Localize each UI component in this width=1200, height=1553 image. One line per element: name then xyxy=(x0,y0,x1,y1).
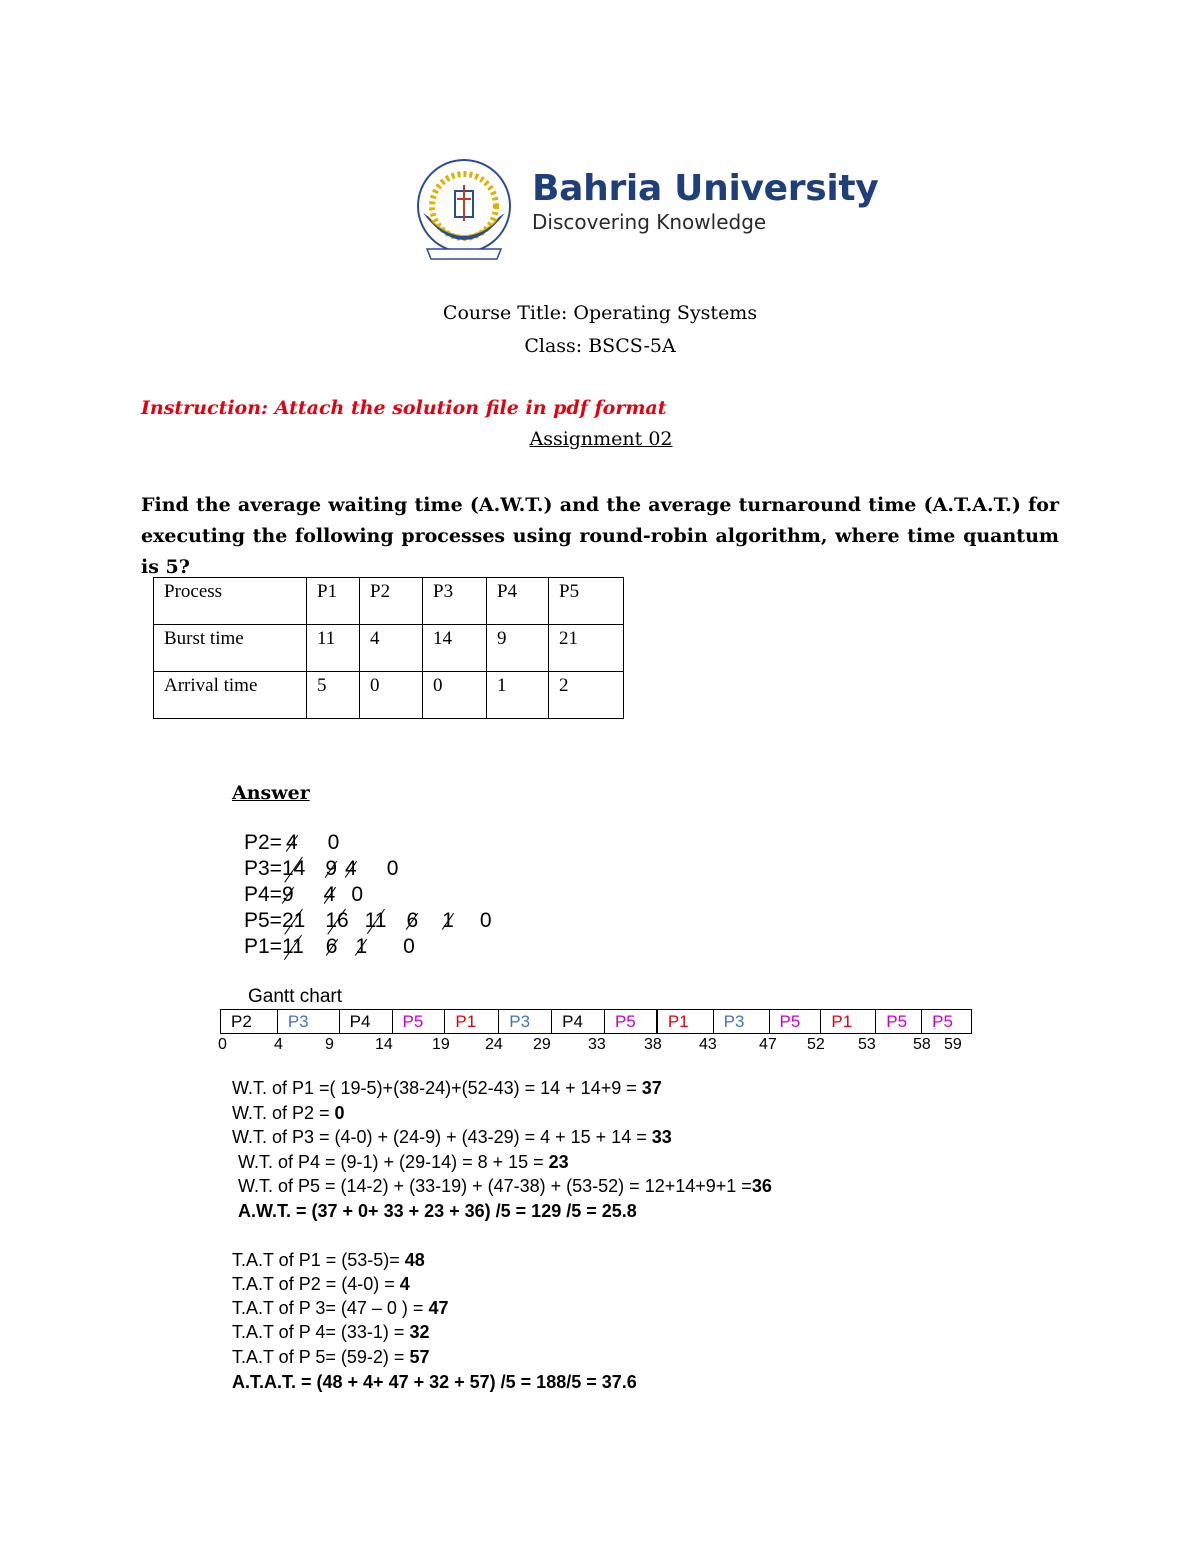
tat-p2-result: 4 xyxy=(399,1274,410,1294)
tat-p4-result: 32 xyxy=(409,1322,430,1342)
question-text: Find the average waiting time (A.W.T.) and the average turnaround time (A.T.A.T.) for executing the following processes using round-robin algorithm, where time quantum is 5? xyxy=(141,494,1059,578)
struck-value: 9 xyxy=(281,883,294,906)
gantt-chart-title: Gantt chart xyxy=(248,986,342,1007)
struck-value: 4 xyxy=(323,883,336,906)
wt-p5-expression: W.T. of P5 = (14-2) + (33-19) + (47-38) + (53-52) = 12+14+9+1 = xyxy=(238,1176,752,1196)
gantt-time-tick: 9 xyxy=(325,1036,334,1053)
table-cell: P2 xyxy=(360,578,423,625)
struck-value: 16 xyxy=(325,909,349,932)
gantt-block: P1 xyxy=(445,1010,499,1033)
gantt-time-tick: 47 xyxy=(759,1036,777,1053)
gantt-block: P1 xyxy=(658,1010,714,1033)
wt-p1-expression: W.T. of P1 =( 19-5)+(38-24)+(52-43) = 14 + 14+9 = xyxy=(232,1078,642,1098)
struck-value: 4 xyxy=(285,831,298,854)
wt-p3-expression: W.T. of P3 = (4-0) + (24-9) + (43-29) = 4 + 15 + 14 = xyxy=(232,1127,652,1147)
tat-p4-line xyxy=(232,1322,429,1343)
gantt-block: P5 xyxy=(770,1010,822,1033)
table-cell: 0 xyxy=(423,672,487,719)
table-cell: 11 xyxy=(307,625,360,672)
gantt-time-tick: 33 xyxy=(588,1036,606,1053)
tat-p1-line xyxy=(232,1250,425,1271)
gantt-block: P3 xyxy=(278,1010,340,1033)
struck-value: 6 xyxy=(325,935,338,958)
working-label: P4= xyxy=(244,883,282,906)
gantt-time-tick: 53 xyxy=(858,1036,876,1053)
gantt-time-tick: 29 xyxy=(533,1036,551,1053)
atat-line: A.T.A.T. = (48 + 4+ 47 + 32 + 57) /5 = 188/5 = 37.6 xyxy=(232,1372,637,1392)
table-row xyxy=(154,578,624,625)
struck-value: 11 xyxy=(281,935,304,958)
tat-p4-expression: T.A.T of P 4= (33-1) = xyxy=(232,1322,410,1342)
tat-p5-line xyxy=(232,1347,429,1368)
table-cell: P4 xyxy=(487,578,549,625)
row-header: Arrival time xyxy=(154,672,307,719)
gantt-block: P4 xyxy=(340,1010,393,1033)
working-label: P5= xyxy=(244,909,282,932)
struck-value: 6 xyxy=(406,909,419,932)
wt-p4-result: 23 xyxy=(548,1152,569,1172)
tat-p1-expression: T.A.T of P1 = (53-5)= xyxy=(232,1250,405,1270)
gantt-time-tick: 19 xyxy=(432,1036,450,1053)
working-label: P1= xyxy=(244,935,282,958)
row-header: Process xyxy=(154,578,307,625)
awt-line: A.W.T. = (37 + 0+ 33 + 23 + 36) /5 = 129 /5 = 25.8 xyxy=(238,1201,637,1221)
struck-value: 21 xyxy=(281,909,306,932)
table-cell: 9 xyxy=(487,625,549,672)
final-value: 0 xyxy=(403,935,415,958)
wt-p2-expression: W.T. of P2 = xyxy=(232,1103,335,1123)
gantt-time-tick: 43 xyxy=(699,1036,717,1053)
working-label: P2= xyxy=(244,831,282,854)
table-cell: 1 xyxy=(487,672,549,719)
answer-heading: Answer xyxy=(232,782,310,804)
tat-p3-line xyxy=(232,1298,448,1319)
final-value: 0 xyxy=(479,909,492,932)
final-value: 0 xyxy=(327,831,340,854)
gantt-block: P1 xyxy=(821,1010,876,1033)
wt-p2-result: 0 xyxy=(334,1103,345,1123)
table-cell: 2 xyxy=(549,672,624,719)
assignment-heading-text: Assignment 02 xyxy=(529,428,673,450)
gantt-block: P5 xyxy=(932,1012,953,1031)
tat-p2-line xyxy=(232,1274,410,1295)
table-cell: 4 xyxy=(360,625,423,672)
wt-p2-line xyxy=(232,1103,345,1124)
wt-p5-line xyxy=(238,1176,772,1197)
gantt-time-tick: 59 xyxy=(944,1036,962,1053)
gantt-block: P5 xyxy=(605,1010,658,1033)
gantt-time-tick: 58 xyxy=(913,1036,931,1053)
process-table xyxy=(153,577,624,719)
wt-p1-result: 37 xyxy=(641,1078,662,1098)
table-cell: P3 xyxy=(423,578,487,625)
wt-p4-line xyxy=(238,1152,569,1173)
tat-p5-result: 57 xyxy=(409,1347,430,1367)
instruction-text: Instruction: Attach the solution file in pdf format xyxy=(141,397,667,419)
tat-p3-expression: T.A.T of P 3= (47 – 0 ) = xyxy=(232,1298,429,1318)
table-cell: P5 xyxy=(549,578,624,625)
gantt-time-tick: 52 xyxy=(807,1036,825,1053)
tat-p3-result: 47 xyxy=(428,1298,449,1318)
working-line-p2 xyxy=(244,830,339,856)
table-cell: 21 xyxy=(549,625,624,672)
gantt-time-tick: 24 xyxy=(485,1036,503,1053)
wt-p3-result: 33 xyxy=(651,1127,672,1147)
wt-p1-line xyxy=(232,1078,662,1099)
gantt-time-tick: 38 xyxy=(644,1036,662,1053)
working-line-p5 xyxy=(244,908,492,934)
class-line: Class: BSCS-5A xyxy=(524,335,676,357)
table-row xyxy=(154,625,624,672)
struck-value: 14 xyxy=(281,857,306,880)
gantt-block: P5 xyxy=(393,1010,446,1033)
table-cell: 5 xyxy=(307,672,360,719)
wt-p4-expression: W.T. of P4 = (9-1) + (29-14) = 8 + 15 = xyxy=(238,1152,549,1172)
university-name: Bahria University xyxy=(532,168,879,209)
struck-value: 9 xyxy=(325,857,337,880)
course-title: Course Title: Operating Systems xyxy=(442,302,758,324)
tat-p2-expression: T.A.T of P2 = (4-0) = xyxy=(232,1274,400,1294)
tat-p5-expression: T.A.T of P 5= (59-2) = xyxy=(232,1347,410,1367)
gantt-block: P3 xyxy=(499,1010,552,1033)
gantt-block: P5 xyxy=(876,1010,922,1033)
table-cell: 14 xyxy=(423,625,487,672)
struck-value: 1 xyxy=(442,909,454,932)
tat-p1-result: 48 xyxy=(404,1250,425,1270)
gantt-block: P2 xyxy=(221,1010,278,1033)
row-header: Burst time xyxy=(154,625,307,672)
table-row xyxy=(154,672,624,719)
final-value: 0 xyxy=(351,883,364,906)
gantt-time-tick: 14 xyxy=(375,1036,393,1053)
gantt-time-tick: 4 xyxy=(274,1036,283,1053)
table-cell: 0 xyxy=(360,672,423,719)
working-label: P3= xyxy=(244,857,282,880)
working-line-p1 xyxy=(244,934,415,960)
table-cell: P1 xyxy=(307,578,360,625)
gantt-block: P3 xyxy=(714,1010,770,1033)
struck-value: 11 xyxy=(364,909,387,932)
working-line-p3 xyxy=(244,856,398,882)
struck-value: 4 xyxy=(345,857,357,880)
final-value: 0 xyxy=(386,857,399,880)
university-tagline: Discovering Knowledge xyxy=(532,210,767,234)
working-line-p4 xyxy=(244,882,363,908)
gantt-block: P4 xyxy=(552,1010,605,1033)
struck-value: 1 xyxy=(355,935,368,958)
wt-p5-result: 36 xyxy=(751,1176,772,1196)
gantt-chart-bar xyxy=(220,1009,972,1034)
university-emblem-logo xyxy=(413,157,515,261)
wt-p3-line xyxy=(232,1127,672,1148)
gantt-time-tick: 0 xyxy=(218,1036,227,1053)
assignment-heading xyxy=(0,428,1200,450)
